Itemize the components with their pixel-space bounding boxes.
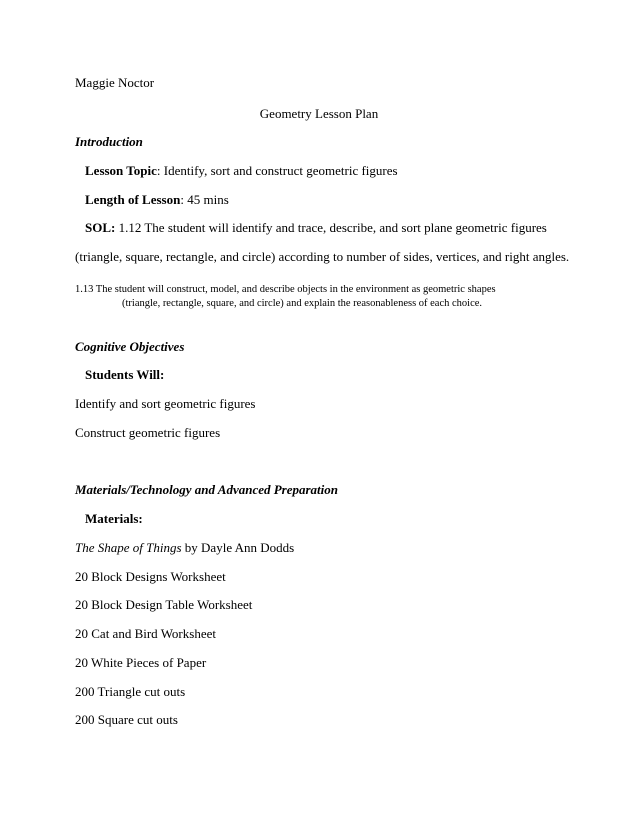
sol-label: SOL: <box>85 220 116 235</box>
material-item: 20 Cat and Bird Worksheet <box>75 626 216 641</box>
objective-item: Identify and sort geometric figures <box>75 396 256 411</box>
material-item: 20 Block Designs Worksheet <box>75 569 226 584</box>
document-title: Geometry Lesson Plan <box>259 106 379 121</box>
cognitive-objectives-heading: Cognitive Objectives <box>75 339 185 354</box>
material-item: 20 Block Design Table Worksheet <box>75 597 253 612</box>
sol-value-line-2: (triangle, square, rectangle, and circle) according to number of sides, vertices, and right angles. <box>75 249 570 264</box>
sol-113-line-1: 1.13 The student will construct, model, and describe objects in the environment as geometric shapes <box>75 284 496 295</box>
author-name: Maggie Noctor <box>75 75 155 90</box>
book-title: The Shape of Things <box>75 540 182 555</box>
material-item: 200 Triangle cut outs <box>75 684 186 699</box>
lesson-length-line <box>85 192 229 208</box>
book-author: by Dayle Ann Dodds <box>181 540 295 555</box>
book-line <box>75 540 294 556</box>
lesson-topic-value: : Identify, sort and construct geometric figures <box>156 163 398 178</box>
materials-label: Materials: <box>85 511 143 526</box>
material-item: 20 White Pieces of Paper <box>75 655 207 670</box>
lesson-topic-label: Lesson Topic <box>85 163 157 178</box>
sol-value-line-1: 1.12 The student will identify and trace, describe, and sort plane geometric figures <box>115 220 547 235</box>
lesson-length-label: Length of Lesson <box>85 192 181 207</box>
lesson-topic-line <box>85 163 398 179</box>
materials-heading: Materials/Technology and Advanced Preparation <box>75 482 339 497</box>
lesson-length-value: : 45 mins <box>180 192 229 207</box>
sol-line-1 <box>85 220 547 236</box>
introduction-heading: Introduction <box>75 134 143 149</box>
students-will-label: Students Will: <box>85 367 165 382</box>
material-item: 200 Square cut outs <box>75 712 178 727</box>
objective-item: Construct geometric figures <box>75 425 221 440</box>
sol-113-line-2: (triangle, rectangle, square, and circle) and explain the reasonableness of each choice. <box>122 298 483 309</box>
